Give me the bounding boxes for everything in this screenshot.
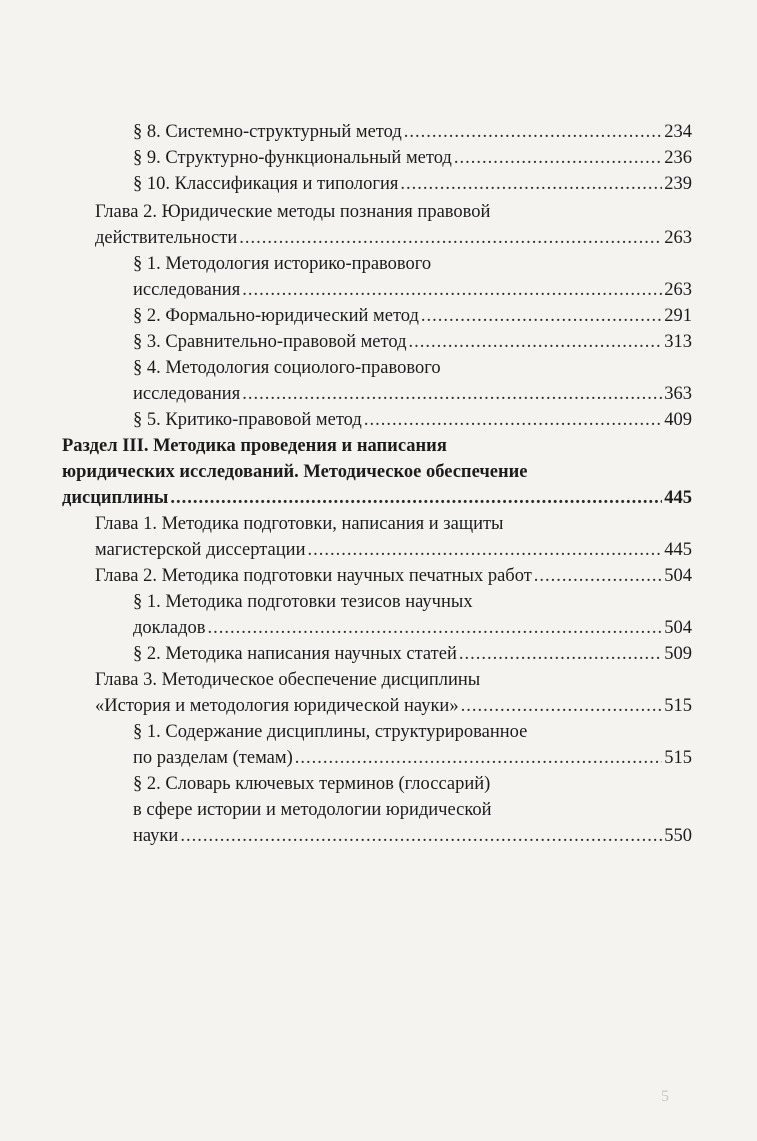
toc-entry-last-line bbox=[133, 641, 692, 667]
toc-entry-line bbox=[133, 589, 692, 615]
dot-leader bbox=[307, 537, 662, 563]
toc-entry-page: 234 bbox=[664, 122, 692, 142]
toc-entry-page: 236 bbox=[664, 148, 692, 168]
dot-leader bbox=[242, 277, 662, 303]
toc-entry-line bbox=[133, 719, 692, 745]
toc-entry-title: исследования bbox=[133, 384, 241, 404]
toc-entry-title: § 8. Системно-структурный метод bbox=[133, 122, 402, 142]
toc-entry-section bbox=[133, 641, 692, 667]
toc-entry-last-line bbox=[133, 407, 692, 433]
toc-entry-title: § 1. Методика подготовки тезисов научных bbox=[133, 592, 473, 612]
toc-entry-section bbox=[133, 719, 692, 771]
dot-leader bbox=[400, 171, 662, 197]
toc-entry-last-line bbox=[95, 225, 692, 251]
toc-entry-title: § 9. Структурно-функциональный метод bbox=[133, 148, 452, 168]
toc-entry-page: 504 bbox=[664, 566, 692, 586]
toc-entry-page: 409 bbox=[664, 410, 692, 430]
dot-leader bbox=[534, 563, 662, 589]
toc-entry-title: докладов bbox=[133, 618, 206, 638]
toc-entry-page: 445 bbox=[664, 488, 692, 508]
toc-entry-line bbox=[133, 355, 692, 381]
toc-entry-line bbox=[62, 433, 692, 459]
toc-entry-line bbox=[95, 199, 692, 225]
toc-entry-line bbox=[133, 797, 692, 823]
toc-entry-last-line bbox=[133, 823, 692, 849]
toc-entry-chapter bbox=[95, 667, 692, 719]
toc-entry-last-line bbox=[133, 381, 692, 407]
toc-entry-page: 313 bbox=[664, 332, 692, 352]
dot-leader bbox=[180, 823, 662, 849]
dot-leader bbox=[459, 641, 662, 667]
toc-entry-section bbox=[133, 145, 692, 171]
toc-entry-title: § 4. Методология социолого-правового bbox=[133, 358, 441, 378]
toc-entry-title: Глава 2. Юридические методы познания правовой bbox=[95, 202, 491, 222]
toc-entry-section bbox=[133, 303, 692, 329]
toc-entry-title: Раздел III. Методика проведения и написания bbox=[62, 436, 447, 456]
toc-entry-last-line bbox=[133, 277, 692, 303]
toc-entry-chapter bbox=[95, 563, 692, 589]
dot-leader bbox=[404, 119, 663, 145]
toc-entry-title: § 2. Словарь ключевых терминов (глоссарий) bbox=[133, 774, 491, 794]
toc-entry-title: § 1. Содержание дисциплины, структурированное bbox=[133, 722, 528, 742]
toc-entry-page: 239 bbox=[664, 174, 692, 194]
toc-entry-page: 291 bbox=[664, 306, 692, 326]
toc-entry-page: 509 bbox=[664, 644, 692, 664]
toc-entry-line bbox=[133, 771, 692, 797]
dot-leader bbox=[295, 745, 663, 771]
toc-entry-page: 550 bbox=[664, 826, 692, 846]
toc-entry-page: 515 bbox=[664, 696, 692, 716]
dot-leader bbox=[408, 329, 662, 355]
dot-leader bbox=[454, 145, 662, 171]
toc-entry-title: Глава 2. Методика подготовки научных печатных работ bbox=[95, 566, 532, 586]
toc-entry-section bbox=[133, 251, 692, 303]
toc-entry-title: юридических исследований. Методическое обеспечение bbox=[62, 462, 528, 482]
toc-entry-last-line bbox=[133, 303, 692, 329]
toc-entry-section bbox=[133, 355, 692, 407]
dot-leader bbox=[421, 303, 662, 329]
toc-entry-title: § 2. Формально-юридический метод bbox=[133, 306, 419, 326]
toc-entry-section bbox=[133, 771, 692, 849]
toc-entry-section bbox=[133, 329, 692, 355]
toc-entry-page: 263 bbox=[664, 280, 692, 300]
dot-leader bbox=[208, 615, 663, 641]
dot-leader bbox=[461, 693, 663, 719]
toc-entry-title: § 10. Классификация и типология bbox=[133, 174, 399, 194]
toc-entry-title: § 2. Методика написания научных статей bbox=[133, 644, 457, 664]
dot-leader bbox=[242, 381, 662, 407]
toc-entry-page: 515 bbox=[664, 748, 692, 768]
toc-entry-title: «История и методология юридической науки» bbox=[95, 696, 459, 716]
toc-entry-line bbox=[95, 667, 692, 693]
toc-entry-page: 263 bbox=[664, 228, 692, 248]
toc-entry-title: магистерской диссертации bbox=[95, 540, 306, 560]
toc-entry-line bbox=[133, 251, 692, 277]
toc-entry-last-line bbox=[133, 745, 692, 771]
toc-entry-last-line bbox=[133, 145, 692, 171]
toc-entry-section bbox=[133, 589, 692, 641]
toc-entry-last-line bbox=[95, 563, 692, 589]
toc-entry-last-line bbox=[133, 171, 692, 197]
toc-entry-page: 445 bbox=[664, 540, 692, 560]
toc-entry-title: § 5. Критико-правовой метод bbox=[133, 410, 362, 430]
toc-entry-title: § 1. Методология историко-правового bbox=[133, 254, 432, 274]
toc-entry-section bbox=[133, 407, 692, 433]
toc-entry-part bbox=[62, 433, 692, 511]
toc-entry-line bbox=[62, 459, 692, 485]
toc-entry-title: § 3. Сравнительно-правовой метод bbox=[133, 332, 407, 352]
toc-entry-page: 363 bbox=[664, 384, 692, 404]
toc-entry-last-line bbox=[133, 119, 692, 145]
toc-entry-section bbox=[133, 171, 692, 197]
toc-entry-page: 504 bbox=[664, 618, 692, 638]
dot-leader bbox=[170, 485, 662, 511]
toc-entry-title: по разделам (темам) bbox=[133, 748, 293, 768]
page-number: 5 bbox=[661, 1088, 669, 1105]
toc-entry-title: в сфере истории и методологии юридической bbox=[133, 800, 492, 820]
toc-entry-title: Глава 3. Методическое обеспечение дисциплины bbox=[95, 670, 481, 690]
dot-leader bbox=[364, 407, 662, 433]
toc-entry-last-line bbox=[95, 693, 692, 719]
toc-entry-chapter bbox=[95, 511, 692, 563]
toc-entry-title: исследования bbox=[133, 280, 241, 300]
toc-entry-last-line bbox=[133, 329, 692, 355]
toc-entry-title: науки bbox=[133, 826, 179, 846]
toc-entry-line bbox=[95, 511, 692, 537]
toc-entry-chapter bbox=[95, 199, 692, 251]
toc-entry-section bbox=[133, 119, 692, 145]
toc-entry-title: Глава 1. Методика подготовки, написания и защиты bbox=[95, 514, 504, 534]
toc-entry-last-line bbox=[133, 615, 692, 641]
toc-entry-last-line bbox=[62, 485, 692, 511]
toc-entry-title: действительности bbox=[95, 228, 238, 248]
dot-leader bbox=[239, 225, 662, 251]
toc-entry-last-line bbox=[95, 537, 692, 563]
toc-entry-title: дисциплины bbox=[62, 488, 169, 508]
